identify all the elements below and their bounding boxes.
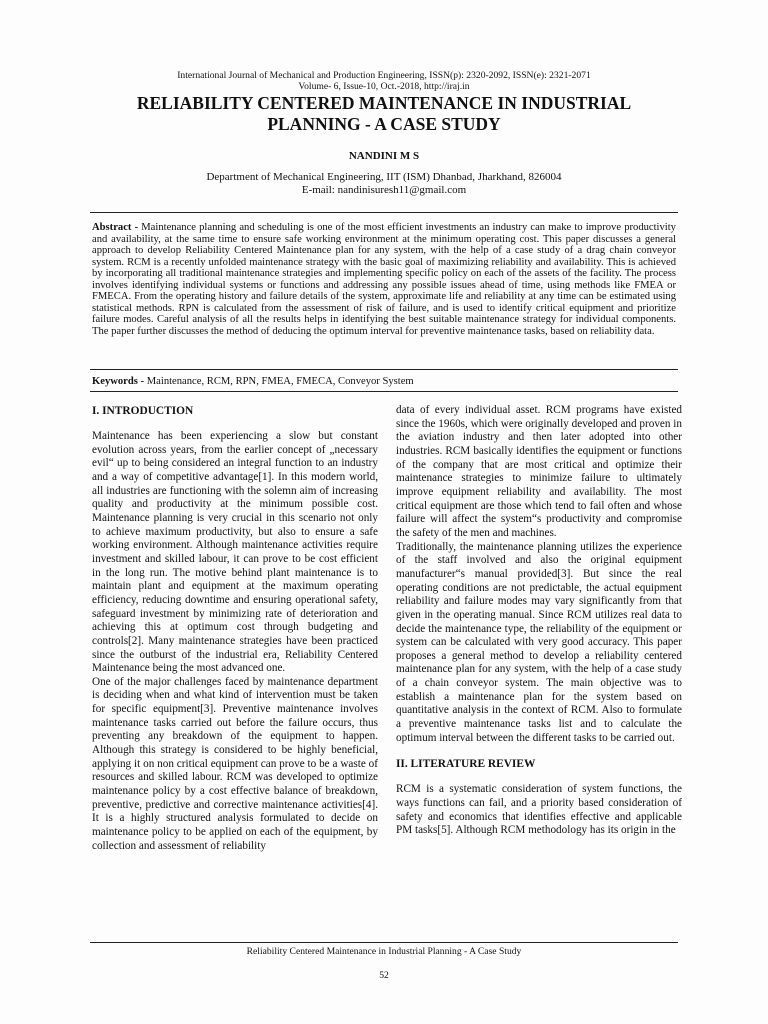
intro-paragraph-3: data of every individual asset. RCM programs have existed since the 1960s, which were originally developed and proven in the aviation industry and then later adopted into other industries. RCM basically identifies the equipment or functions of the company that are most critical and optimize their maintenance strategies to minimize failure to ultimately improve equipment reliability and availability. The most critical equipment are those which tend to fail often and whose failure will affect the system“s productivity and compromise the safety of the men and machines.: [396, 404, 682, 539]
intro-paragraph-4: Traditionally, the maintenance planning utilizes the experience of the staff involved and also the original equipment manufacturer“s manual provided[3]. But since the real operating conditions are not predictable, the actual equipment reliability and failure modes may vary significantly from that given in the operating manual. Since RCM utilizes real data to decide the maintenance type, the reliability of the equipment or system can be calculated with very good accuracy. This paper proposes a general method to develop a reliability centered maintenance plan for any system, with the help of a case study of a chain conveyor system. The main objective was to establish a maintenance plan for the system based on quantitative analysis in the context of RCM. Also to formulate a preventive maintenance tasks list and to calculate the optimum interval between the different tasks to be carried out.: [396, 540, 682, 744]
journal-line-2: Volume- 6, Issue-10, Oct.-2018, http://iraj.in: [298, 81, 470, 92]
abstract-text: Maintenance planning and scheduling is one of the most efficient investments an industry can make to improve productivity and availability, at the same time to ensure safe working environment at the minimum operating cost. This paper discusses a general approach to develop Reliability Centered Maintenance plan for any system, with the help of a case study of a drag chain conveyor system. RCM is a recently unfolded maintenance strategy with the basic goal of maximizing reliability and availability. This is achieved by incorporating all traditional maintenance strategies and implementing specific policy on each of the assets of the facility. The process involves identifying individual systems or functions and addressing any possible issues ahead of time, using methods like FMEA or FMECA. From the operating history and failure details of the system, approximate life and reliability at any time can be estimated using statistical methods. RPN is calculated from the assessment of risk of failure, and is used to identify critical equipment and prioritize failure modes. Careful analysis of all the results helps in identifying the best suitable maintenance strategy for individual components. The paper further discusses the method of deducing the optimum interval for preventive maintenance tasks, based on reliability data.: [92, 222, 676, 337]
keywords-label: Keywords -: [92, 376, 145, 387]
divider-footer: [90, 942, 678, 943]
right-column: [396, 404, 682, 838]
divider-keywords-top: [90, 369, 678, 370]
paper-title: [80, 93, 688, 135]
author-affiliation: [92, 171, 676, 197]
email-text: E-mail: nandinisuresh11@gmail.com: [301, 184, 467, 196]
journal-header: [92, 70, 676, 92]
keywords-text: Maintenance, RCM, RPN, FMEA, FMECA, Conveyor System: [146, 376, 414, 387]
keywords: [92, 375, 676, 388]
journal-line-1: International Journal of Mechanical and Production Engineering, ISSN(p): 2320-2092, ISSN(e): 2321-2071: [177, 70, 591, 81]
section-heading-literature-review: II. LITERATURE REVIEW: [396, 758, 536, 771]
author-name: NANDINI M S: [348, 150, 420, 162]
title-line-2: PLANNING - A CASE STUDY: [267, 114, 501, 134]
page-number: 52: [379, 970, 389, 981]
running-title: Reliability Centered Maintenance in Industrial Planning - A Case Study: [246, 946, 522, 957]
section-heading-introduction: I. INTRODUCTION: [92, 405, 194, 417]
intro-paragraph-2: One of the major challenges faced by maintenance department is deciding when and what kind of intervention must be taken for specific equipment[3]. Preventive maintenance involves maintenance tasks carried out before the failure occurs, thus preventing any breakdown of the equipment to happen. Although this strategy is considered to be highly beneficial, applying it on non critical equipment can prove to be a waste of resources and skilled labour. RCM was developed to optimize maintenance policy by a cost effective balance of breakdown, preventive, predictive and corrective maintenance activities[4]. It is a highly structured analysis formulated to decide on maintenance policy to be applied on each of the equipment, by collection and assessment of reliability: [92, 675, 378, 852]
left-column: [92, 404, 378, 853]
intro-paragraph-1: Maintenance has been experiencing a slow but constant evolution across years, from the earlier concept of „necessary evil“ up to being considered an integral function to an industry and a way of competitive advantage[1]. In this modern world, all industries are functioning with the solemn aim of increasing quality and productivity at the minimum possible cost. Maintenance planning is very crucial in this scenario not only to achieve maximum productivity, but also to ensure a safe working environment. Although maintenance activities require investment and skilled labour, it can prove to be cost efficient in the long run. The motive behind plant maintenance is to maintain plant and equipment at the maximum operating efficiency, reducing downtime and ensuring operational safety, safeguard investment by minimizing rate of deterioration and achieving this at optimum cost through budgeting and controls[2]. Many maintenance strategies have been practiced since the outburst of the industrial era, Reliability Centered Maintenance being the most advanced one.: [92, 430, 378, 675]
abstract-label: Abstract -: [92, 222, 139, 233]
affiliation-text: Department of Mechanical Engineering, IIT (ISM) Dhanbad, Jharkhand, 826004: [206, 171, 562, 183]
title-line-1: RELIABILITY CENTERED MAINTENANCE IN INDUSTRIAL: [136, 93, 632, 113]
abstract: [92, 222, 676, 337]
literature-paragraph-1: RCM is a systematic consideration of system functions, the ways functions can fail, and a priority based consideration of safety and economics that identifies effective and applicable PM tasks[5]. Although RCM methodology has its origin in the: [396, 783, 682, 837]
divider-keywords-bottom: [90, 391, 678, 392]
divider-top: [90, 212, 678, 213]
